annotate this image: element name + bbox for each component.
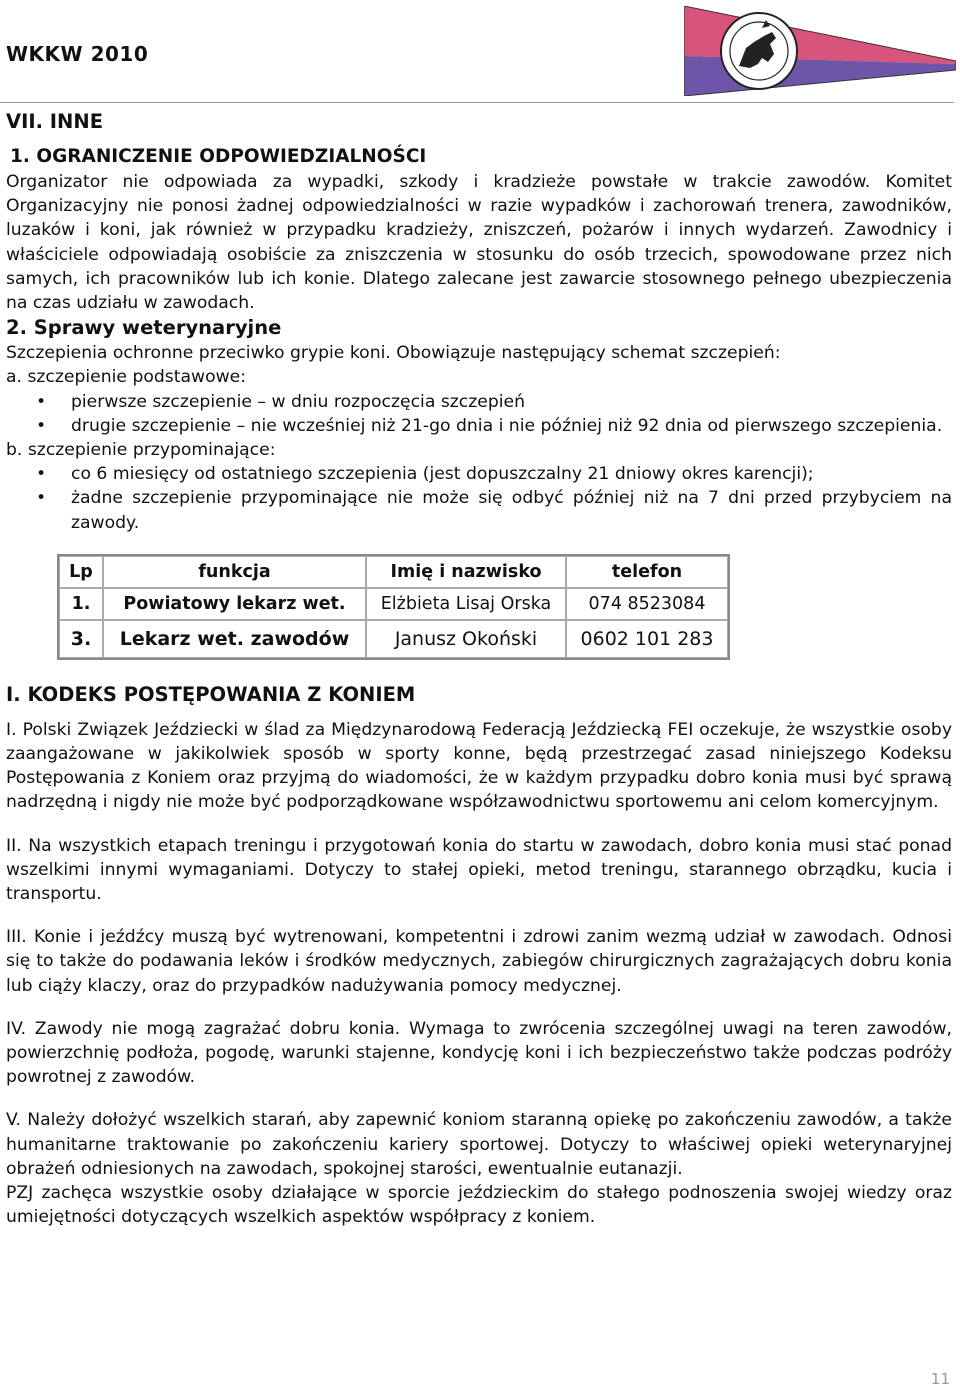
header-divider [0, 102, 954, 103]
liability-heading: 1. OGRANICZENIE ODPOWIEDZIALNOŚCI [10, 146, 427, 167]
list-item: • żadne szczepienie przypominające nie może się odbyć później niż na 7 dni przed przybyciem na zawody. [6, 486, 952, 534]
veterinary-heading: 2. Sprawy weterynaryjne [6, 316, 282, 340]
table-cell: 1. [59, 588, 103, 620]
code-paragraph-3: III. Konie i jeźdźcy muszą być wytrenowani, kompetentni i zdrowi zanim wezmą udział w zawodach. Odnosi się to także do podawania leków i środków medycznych, zabiegów chirurgicznych zagrażających dobru konia lub ciąży klaczy, oraz do przypadków nadużywania pomocy medycznej. [6, 927, 952, 996]
table-header-cell: funkcja [103, 556, 366, 588]
code-of-conduct-heading: I. KODEKS POSTĘPOWANIA Z KONIEM [6, 682, 416, 706]
document-body [6, 108, 952, 1230]
table-cell: 074 8523084 [566, 588, 728, 620]
table-header-cell: Imię i nazwisko [366, 556, 566, 588]
veterinary-intro: Szczepienia ochronne przeciwko grypie koni. Obowiązuje następujący schemat szczepień: [6, 343, 781, 364]
code-paragraph-1: I. Polski Związek Jeździecki w ślad za Międzynarodową Federacją Jeździecką FEI oczekuje, że wszystkie osoby zaangażowane w jakikolwiek sposób w sporty konne, będą przestrzegać zasad niniejszego Kodeksu Postępowania z Koniem oraz przyjmą do wiadomości, że w każdym przypadku dobro konia musi być sprawą nadrzędną i nigdy nie może być podporządkowane współzawodnictwu sportowemu ani celom komercyjnym. [6, 719, 952, 813]
booster-vaccination-label: b. szczepienie przypominające: [6, 440, 276, 461]
table-cell: 0602 101 283 [566, 620, 728, 658]
table-cell: Elżbieta Lisaj Orska [366, 588, 566, 620]
section-title: VII. INNE [6, 110, 104, 133]
page-number: 11 [930, 1369, 950, 1388]
document-header-title: WKKW 2010 [6, 42, 149, 66]
basic-vaccination-label: a. szczepienie podstawowe: [6, 367, 247, 388]
equestrian-pennant-logo-icon [684, 6, 956, 96]
table-row [59, 588, 728, 620]
list-item: • pierwsze szczepienie – w dniu rozpoczęcia szczepień [6, 390, 952, 414]
code-paragraph-4: IV. Zawody nie mogą zagrażać dobru konia. Wymaga to zwrócenia szczególnej uwagi na teren zawodów, powierzchnię podłoża, pogodę, warunki stajenne, kondycję koni i ich bezpieczeństwo także podczas podróży powrotnej z zawodów. [6, 1018, 952, 1088]
liability-text: Organizator nie odpowiada za wypadki, szkody i kradzieże powstałe w trakcie zawodów. Komitet Organizacyjny nie ponosi żadnej odpowiedzialności w razie wypadków i zachorowań trenera, zawodników, luzaków i koni, jak również w przypadku kradzieży, zniszczeń, pożarów i innych wydarzeń. Zawodnicy i właściciele odpowiadają osobiście za zniszczenia w stosunku do osób trzecich, spowodowane przez nich samych, ich pracowników lub ich konie. Dlatego zalecane jest zawarcie stosownego pełnego ubezpieczenia na czas udziału w zawodach. [6, 172, 952, 314]
table-cell: 3. [59, 620, 103, 658]
code-paragraph-2: II. Na wszystkich etapach treningu i przygotowań konia do startu w zawodach, dobro konia musi stać ponad wszelkimi innymi wymaganiami. Dotyczy to stałej opieki, metod treningu, starannego obrządku, kucia i transportu. [6, 835, 952, 905]
vet-contacts-table [57, 554, 730, 660]
table-cell: Powiatowy lekarz wet. [103, 588, 366, 620]
table-header-cell: telefon [566, 556, 728, 588]
list-item: • drugie szczepienie – nie wcześniej niż 21-go dnia i nie później niż 92 dnia od pierwszego szczepienia. [6, 414, 952, 438]
table-header-row [59, 556, 728, 588]
code-closing: PZJ zachęca wszystkie osoby działające w sporcie jeździeckim do stałego podnoszenia swojej wiedzy oraz umiejętności dotyczących wszelkich aspektów współpracy z koniem. [6, 1183, 952, 1228]
table-cell: Lekarz wet. zawodów [103, 620, 366, 658]
basic-vaccination-list [6, 390, 952, 438]
code-paragraph-5: V. Należy dołożyć wszelkich starań, aby zapewnić koniom staranną opiekę po zakończeniu zawodów, a także humanitarne traktowanie po zakończeniu kariery sportowej. Dotyczy to właściwej opieki weterynaryjnej obrażeń odniesionych na zawodach, spokojnej starości, ewentualnie eutanazji. [6, 1110, 952, 1179]
list-item: • co 6 miesięcy od ostatniego szczepienia (jest dopuszczalny 21 dniowy okres karencji); [6, 462, 952, 486]
booster-vaccination-list [6, 462, 952, 535]
table-row [59, 620, 728, 658]
table-cell: Janusz Okoński [366, 620, 566, 658]
table-header-cell: Lp [59, 556, 103, 588]
